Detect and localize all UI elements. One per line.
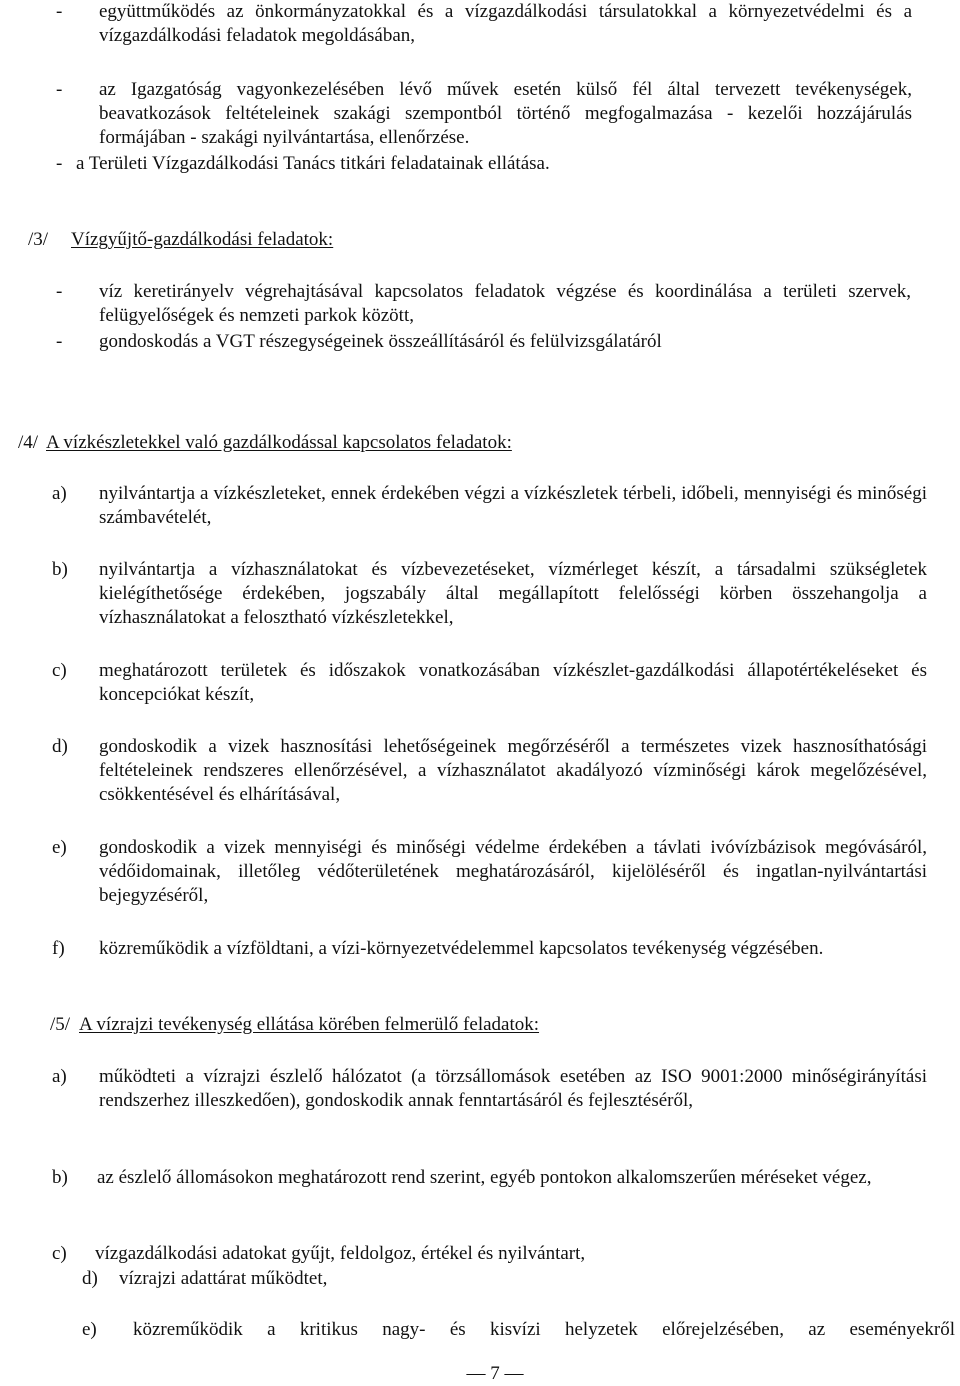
list-marker: e) [82,1319,97,1340]
list-item-text: közreműködik a vízföldtani, a vízi-környezetvédelemmel kapcsolatos tevékenység végzésében. [99,938,824,959]
list-marker: e) [52,837,67,858]
list-item-text: víz keretirányelv végrehajtásával kapcsolatos feladatok végzése és koordinálása a területi szervek, felügyelőségek és nemzeti parkok között, [99,281,911,326]
section-title: A vízkészletekkel való gazdálkodással kapcsolatos feladatok: [46,432,512,453]
list-item-text: nyilvántartja a vízkészleteket, ennek érdekében végzi a vízkészletek térbeli, időbeli, mennyiségi és minőségi számbavételét, [99,483,927,528]
list-marker: d) [82,1268,98,1289]
list-item-text: vízgazdálkodási adatokat gyűjt, feldolgoz, értékel és nyilvántart, [95,1243,586,1264]
list-item-text: vízrajzi adattárat működtet, [119,1268,328,1289]
list-item-text: az észlelő állomásokon meghatározott rend szerint, egyéb pontokon alkalomszerűen méréseket végez, [97,1167,872,1188]
list-marker: d) [52,736,68,757]
list-item-text: a Területi Vízgazdálkodási Tanács titkári feladatainak ellátása. [76,153,550,174]
section-heading [28,228,333,252]
list-item-text: meghatározott területek és időszakok vonatkozásában vízkészlet-gazdálkodási állapotértékeléseket és koncepciókat készít, [99,660,927,705]
section-number: /4/ [18,432,39,453]
list-item-text: az Igazgatóság vagyonkezelésében lévő művek esetén külső fél által tervezett tevékenységek, beavatkozások feltételeinek szakági szempontból történő megfogalmazása - kezelői hozzájárulás formájában - szakági nyilvántartása, ellenőrzése. [99,79,912,148]
page-number: — 7 — [466,1363,524,1384]
section-title: A vízrajzi tevékenység ellátása körében felmerülő feladatok: [79,1014,540,1035]
section-heading [50,1013,539,1037]
list-marker: - [56,281,63,302]
list-item-text: gondoskodás a VGT részegységeinek összeállításáról és felülvizsgálatáról [99,331,662,352]
list-marker: c) [52,660,67,681]
section-number: /3/ [28,229,49,250]
list-item-text: gondoskodik a vizek mennyiségi és minőségi védelme érdekében a távlati ivóvízbázisok megóvásáról, védőidomainak, illetőleg védőterületének meghatározásáról, kijelöléséről és ingatlan-nyilvántartási bejegyzéséről, [99,837,927,906]
list-marker: - [56,79,63,100]
section-number: /5/ [50,1014,71,1035]
list-marker: c) [52,1243,67,1264]
list-marker: f) [52,938,65,959]
list-marker: b) [52,559,68,580]
list-item-text: együttműködés az önkormányzatokkal és a vízgazdálkodási társulatokkal a környezetvédelmi és a vízgazdálkodási feladatok megoldásában, [99,1,912,46]
section-heading [18,431,512,455]
page-number-value: 7 [490,1363,500,1384]
list-marker: - [56,1,63,22]
list-item-text: közreműködik a kritikus nagy- és kisvízi helyzetek előrejelzésében, az eseményekről [133,1319,955,1340]
list-item-text: működteti a vízrajzi észlelő hálózatot (a törzsállomások esetében az ISO 9001:2000 minőségirányítási rendszerhez illeszkedően), gondoskodik annak fenntartásáról és fejlesztéséről, [99,1066,927,1111]
list-marker: - [56,331,63,352]
section-title: Vízgyűjtő-gazdálkodási feladatok: [71,229,334,250]
list-item-text: gondoskodik a vizek hasznosítási lehetőségeinek megőrzéséről a természetes vizek hasznosíthatósági feltételeinek rendszeres ellenőrzésével, a vízhasználatot akadályozó vízminőségi károk megelőzésével, csökkentésével és elhárításával, [99,736,927,805]
list-marker: a) [52,1066,67,1087]
list-marker: a) [52,483,67,504]
list-marker: b) [52,1167,68,1188]
list-item-text: nyilvántartja a vízhasználatokat és vízbevezetéseket, vízmérleget készít, a társadalmi szükségletek kielégíthetősége érdekében, jogszabály által megállapított felelősségi körben összehangolja a vízhasználatokat a felosztható vízkészletekkel, [99,559,927,628]
list-marker: - [56,153,63,174]
